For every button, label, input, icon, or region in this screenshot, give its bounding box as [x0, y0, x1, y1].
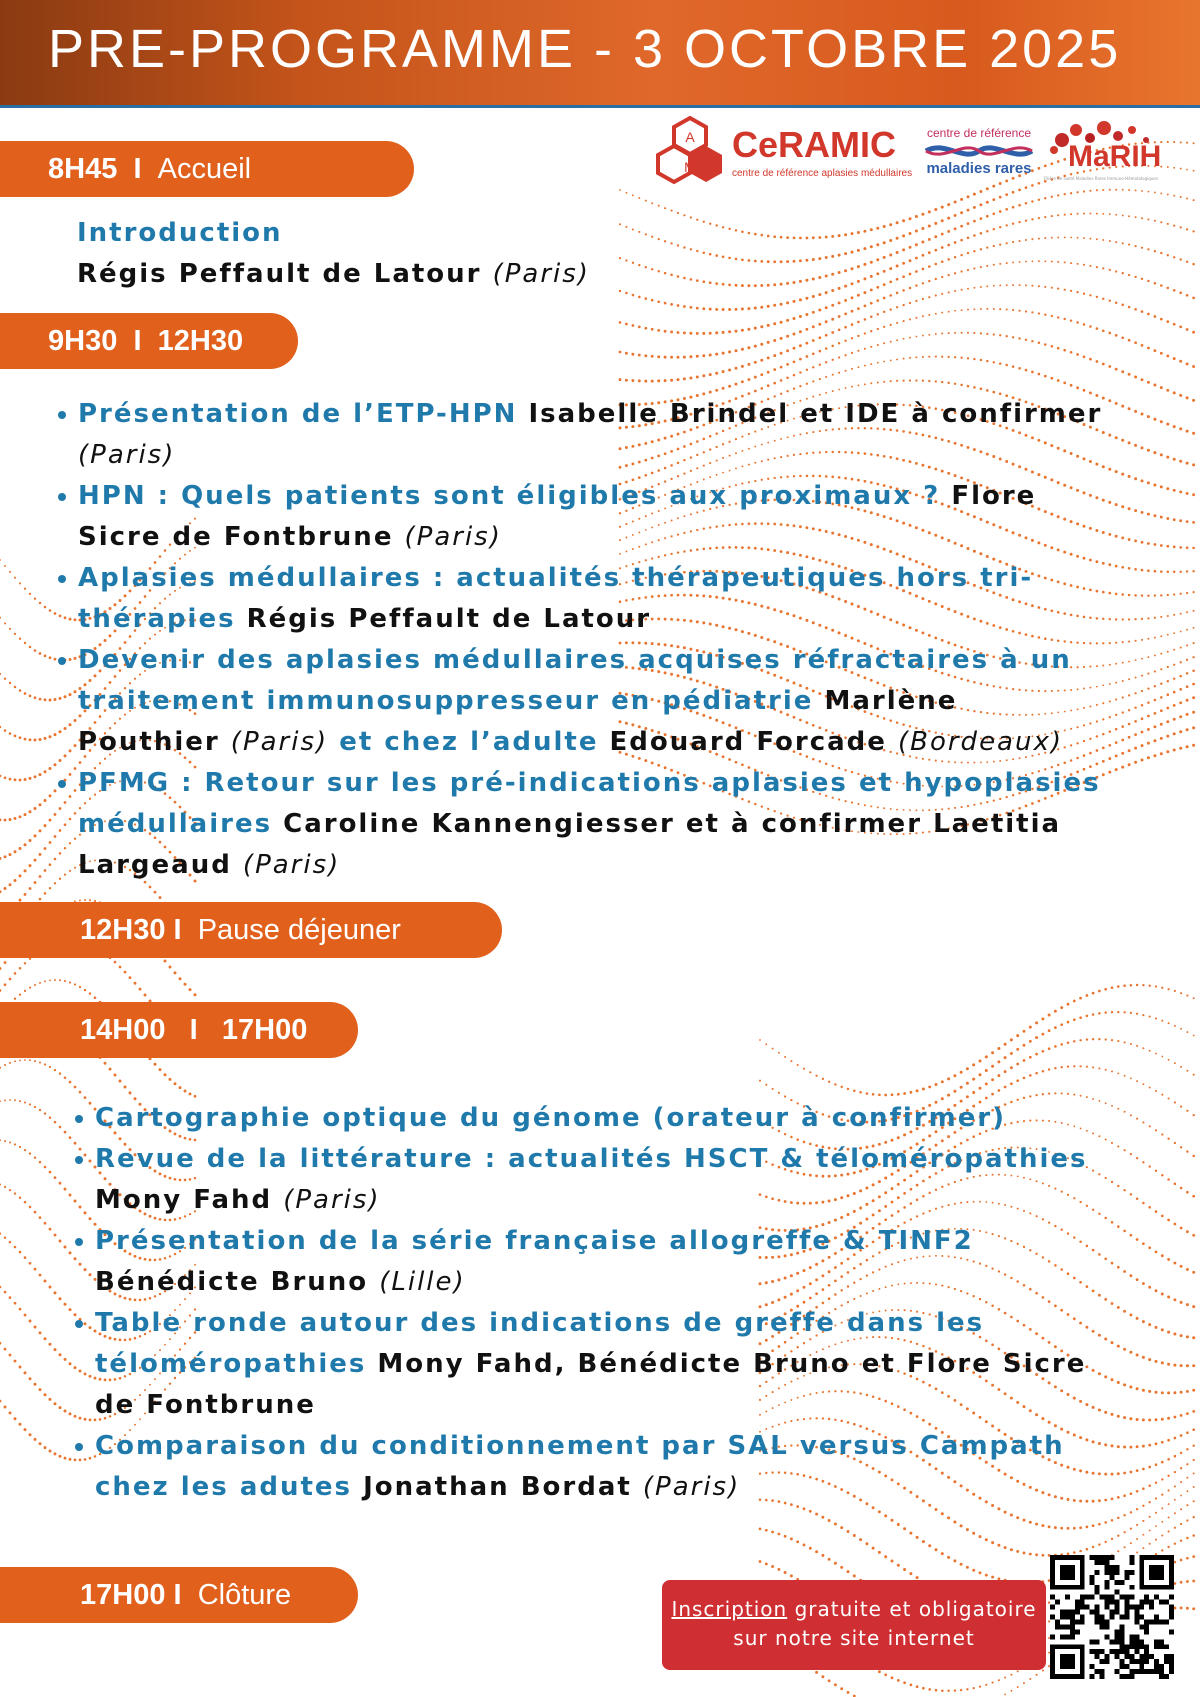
list-item — [95, 1221, 1125, 1303]
maladies-rares-bottom: maladies rares — [926, 160, 1032, 177]
session-pill-closing — [0, 1567, 358, 1623]
page-title: PRE-PROGRAMME - 3 OCTOBRE 2025 — [48, 19, 1122, 79]
talk-city: (Paris) — [283, 1185, 381, 1215]
session-pill-morning — [0, 313, 298, 369]
session-time: 12H30 — [80, 913, 166, 946]
talk-title-part2: et chez l’adulte — [328, 727, 610, 757]
intro-speaker: Régis Peffault de Latour — [77, 259, 482, 289]
talk-title: Devenir des aplasies médullaires acquises réfractaires à un traitement immunosuppresseur en pédiatrie — [78, 645, 1072, 716]
talk-speaker: Bénédicte Bruno — [95, 1267, 369, 1297]
ceramic-logo — [652, 116, 912, 188]
session-label: Accueil — [157, 152, 252, 185]
session-pill-afternoon — [0, 1002, 358, 1058]
list-item — [78, 640, 1108, 763]
talk-title: Table ronde autour des indications de greffe dans les téloméropathies — [95, 1308, 985, 1379]
maladies-rares-logo — [920, 126, 1038, 186]
talk-speaker: Mony Fahd, Bénédicte Bruno et Flore Sicre de Fontbrune — [95, 1349, 1087, 1420]
talk-city: (Paris) — [404, 522, 502, 552]
session-end-time: 17H00 — [221, 1013, 308, 1046]
talk-speaker: Régis Peffault de Latour — [246, 604, 652, 634]
talk-title: PFMG : Retour sur les pré-indications aplasies et hypoplasies médullaires — [78, 768, 1101, 839]
intro-title: Introduction — [77, 218, 283, 248]
talk-speaker: Caroline Kannengiesser et à confirmer Laetitia Largeaud — [78, 809, 1062, 880]
session-pill-lunch — [0, 902, 502, 958]
talk-speaker: Jonathan Bordat — [363, 1472, 632, 1502]
talk-title: Aplasies médullaires : actualités thérapeutiques hors tri-thérapies — [78, 563, 1034, 634]
session-pill-welcome — [0, 141, 414, 197]
separator: I — [165, 1013, 222, 1046]
session-time: 17H00 — [80, 1578, 166, 1611]
talk-title: HPN : Quels patients sont éligibles aux proximaux ? — [78, 481, 952, 511]
session-label: Clôture — [197, 1578, 292, 1611]
talk-title: Comparaison du conditionnement par SAL versus Campath chez les adutes — [95, 1431, 1065, 1502]
registration-text-line2: sur notre site internet — [733, 1626, 975, 1650]
morning-program-list — [78, 394, 1108, 886]
session-time: 9H30 — [48, 324, 118, 357]
partner-logos — [652, 112, 1192, 194]
registration-text: gratuite et obligatoire — [787, 1597, 1037, 1621]
list-item — [95, 1098, 1125, 1139]
afternoon-program-list — [95, 1098, 1125, 1508]
talk-speaker: Isabelle Brindel et IDE à confirmer — [528, 399, 1103, 429]
list-item — [78, 394, 1108, 476]
separator: I — [165, 913, 198, 946]
qr-code-icon[interactable] — [1050, 1555, 1174, 1679]
talk-title: Présentation de l’ETP-HPN — [78, 399, 529, 429]
session-time: 8H45 — [48, 152, 118, 185]
list-item — [95, 1139, 1125, 1221]
list-item — [78, 763, 1108, 886]
marih-logo — [1042, 118, 1182, 188]
registration-link[interactable]: Inscription — [671, 1597, 788, 1621]
ribbon-icon — [924, 142, 1034, 160]
talk-speaker: Flore Sicre de Fontbrune — [78, 481, 1037, 552]
talk-title: Revue de la littérature : actualités HSCT & téloméropathies — [95, 1144, 1088, 1174]
talk-city-2: (Bordeaux) — [897, 727, 1064, 757]
intro-city: (Paris) — [492, 259, 590, 289]
talk-speaker-2: Edouard Forcade — [609, 727, 887, 757]
session-time: 14H00 — [80, 1013, 166, 1046]
registration-banner[interactable] — [662, 1580, 1046, 1670]
talk-speaker: Marlène Pouthier — [78, 686, 958, 757]
marih-logo-name: MaRIH — [1068, 140, 1162, 173]
talk-title: Présentation de la série française allogreffe & TINF2 — [95, 1226, 974, 1256]
talk-city: (Paris) — [78, 440, 176, 470]
ceramic-letter-a: A — [685, 129, 695, 145]
list-item — [78, 558, 1108, 640]
talk-speaker: Mony Fahd — [95, 1185, 273, 1215]
talk-city: (Paris) — [230, 727, 329, 757]
talk-city: (Paris) — [642, 1472, 741, 1502]
list-item — [78, 476, 1108, 558]
ceramic-logo-subtitle: centre de référence aplasies médullaires — [732, 168, 913, 179]
separator: I — [117, 152, 158, 185]
session-label: Pause déjeuner — [197, 913, 401, 946]
marih-logo-subtitle: Filière de santé Maladies Rares Immuno-Hématologiques — [1044, 176, 1158, 181]
separator: I — [117, 324, 158, 357]
ceramic-logo-name: CeRAMIC — [732, 124, 897, 165]
intro-block — [77, 213, 590, 295]
list-item — [95, 1303, 1125, 1426]
session-end-time: 12H30 — [157, 324, 244, 357]
talk-city: (Lille) — [379, 1267, 466, 1297]
separator: I — [165, 1578, 198, 1611]
list-item — [95, 1426, 1125, 1508]
ceramic-letter-m: M — [684, 159, 696, 175]
maladies-rares-top: centre de référence — [926, 126, 1032, 140]
talk-title: Cartographie optique du génome (orateur à confirmer) — [95, 1103, 1007, 1133]
page-header — [0, 0, 1200, 108]
talk-city: (Paris) — [242, 850, 341, 880]
ceramic-hexagon-icon — [652, 116, 728, 188]
